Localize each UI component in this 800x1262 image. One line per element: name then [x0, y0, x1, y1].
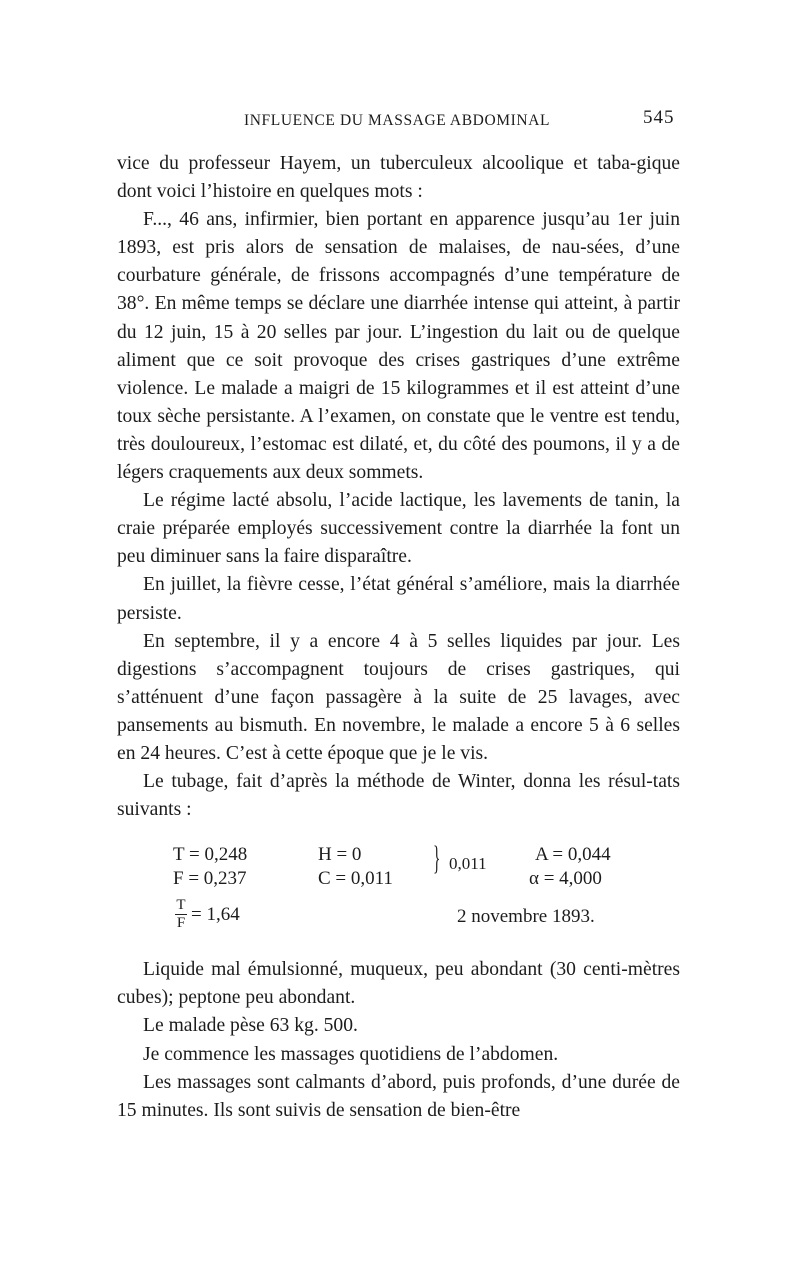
paragraph: Liquide mal émulsionné, muqueux, peu abondant (30 centi-mètres cubes); peptone peu abondant. [117, 959, 680, 1009]
page-body [117, 150, 680, 1125]
result-A: A = 0,044 [535, 844, 611, 866]
brace-icon: } [433, 840, 441, 878]
page-number: 545 [643, 107, 675, 128]
ratio-value: = 1,64 [191, 904, 240, 926]
paragraph: En septembre, il y a encore 4 à 5 selles liquides par jour. Les digestions s’accompagnent toujours de crises gastriques, qui s’atténuent d’une façon passagère à la suite de 25 lavages, avec pansements au bismuth. En novembre, le malade a encore 5 à 6 selles en 24 heures. C’est à cette époque que je le vis. [117, 630, 680, 764]
result-F: F = 0,237 [173, 868, 247, 890]
paragraph: Le tubage, fait d’après la méthode de Winter, donna les résul-tats suivants : [117, 771, 680, 821]
paragraph: F..., 46 ans, infirmier, bien portant en apparence jusqu’au 1er juin 1893, est pris alors de sensation de malaises, de nau-sées, d’une courbature générale, de frissons accompagnés d’une température de 38°. En même temps se déclare une diarrhée intense qui atteint, à partir du 12 juin, 15 à 20 selles par jour. L’ingestion du lait ou de quelque aliment que ce soit provoque des crises gastriques d’une extrême violence. Le malade a maigri de 15 kilogrammes et il est atteint d’une toux sèche persistante. A l’examen, on constate que le ventre est tendu, très douloureux, l’estomac est dilaté, et, du côté des poumons, il y a de légers craquements aux deux sommets. [117, 209, 680, 484]
result-HC: 0,011 [449, 854, 487, 874]
paragraph: Le régime lacté absolu, l’acide lactique, les lavements de tanin, la craie préparée employés successivement contre la diarrhée la font un peu diminuer sans la faire disparaître. [117, 490, 680, 568]
running-header: INFLUENCE DU MASSAGE ABDOMINAL [244, 112, 551, 129]
paragraph: En juillet, la fièvre cesse, l’état général s’améliore, mais la diarrhée persiste. [117, 574, 680, 624]
paragraph: vice du professeur Hayem, un tuberculeux alcoolique et taba-gique dont voici l’histoire en quelques mots : [117, 153, 680, 203]
result-date: 2 novembre 1893. [457, 906, 595, 928]
gastric-results-formula [117, 840, 680, 952]
ratio-numerator: T [176, 897, 186, 914]
paragraph: Les massages sont calmants d’abord, puis profonds, d’une durée de 15 minutes. Ils sont suivis de sensation de bien-être [117, 1071, 680, 1121]
result-H: H = 0 [318, 844, 362, 866]
ratio-denominator: F [176, 915, 186, 932]
result-alpha: α = 4,000 [529, 868, 602, 890]
paragraphs-bottom [117, 956, 680, 1125]
result-T: T = 0,248 [173, 844, 248, 866]
result-C: C = 0,011 [318, 868, 393, 890]
paragraphs-top [117, 150, 680, 824]
ratio-fraction [175, 898, 187, 931]
paragraph: Le malade pèse 63 kg. 500. [143, 1015, 358, 1037]
paragraph: Je commence les massages quotidiens de l’abdomen. [143, 1043, 559, 1065]
